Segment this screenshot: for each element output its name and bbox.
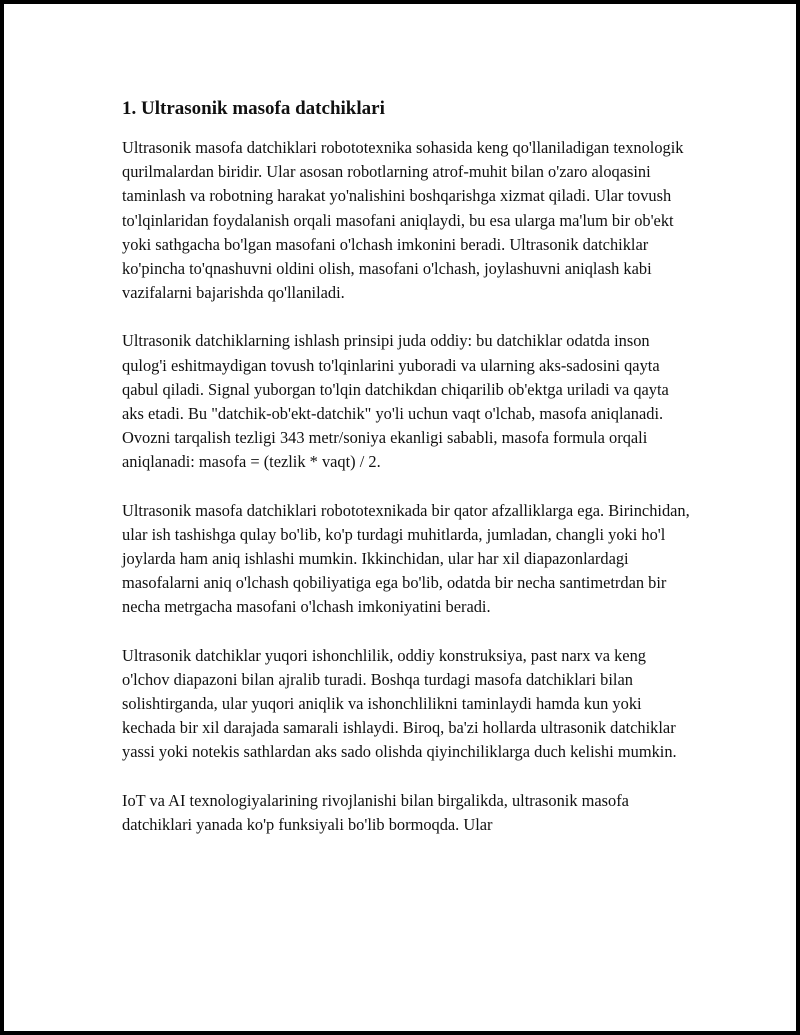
section-heading: 1. Ultrasonik masofa datchiklari <box>122 98 385 119</box>
paragraph: IoT va AI texnologiyalarining rivojlanishi bilan birgalikda, ultrasonik masofa datchiklari yanada ko'p funksiyali bo'lib bormoqda. Ular <box>122 790 629 834</box>
paragraph: Ultrasonik datchiklar yuqori ishonchlilik, oddiy konstruksiya, past narx va keng o'lchov diapazoni bilan ajralib turadi. Boshqa turdagi masofa datchiklari bilan solishtirganda, ular yuqori aniqlik va ishonchlilikni taminlaydi hamda kun yoki kechada bir xil darajada samarali ishlaydi. Biroq, ba'zi hollarda ultrasonik datchiklar yassi yoki notekis sathlardan aks sado olishda qiyinchiliklarga duch kelishi mumkin. <box>122 645 677 762</box>
document-body <box>122 96 694 861</box>
paragraph: Ultrasonik masofa datchiklari robototexnikada bir qator afzalliklarga ega. Birinchidan, ular ish tashishga qulay bo'lib, ko'p turdagi muhitlarda, jumladan, changli yoki ho'l joylarda ham aniq ishlashi mumkin. Ikkinchidan, ular har xil diapazonlardagi masofalarni aniq o'lchash qobiliyatiga ega bo'lib, odatda bir necha santimetrdan bir necha metrgacha masofani o'lchash imkoniyatini beradi. <box>122 500 690 617</box>
paragraph: Ultrasonik datchiklarning ishlash prinsipi juda oddiy: bu datchiklar odatda inson qulog'i eshitmaydigan tovush to'lqinlarini yuboradi va ularning aks-sadosini qayta qabul qiladi. Signal yuborgan to'lqin datchikdan chiqarilib ob'ektga uriladi va qayta aks etadi. Bu "datchik-ob'ekt-datchik" yo'li uchun vaqt o'lchab, masofa aniqlanadi. Ovozni tarqalish tezligi 343 metr/soniya ekanligi sababli, masofa formula orqali aniqlanadi: masofa = (tezlik * vaqt) / 2. <box>122 331 669 472</box>
paragraph: Ultrasonik masofa datchiklari robototexnika sohasida keng qo'llaniladigan texnologik qurilmalardan biridir. Ular asosan robotlarning atrof-muhit bilan o'zaro aloqasini taminlash va robotning harakat yo'nalishini boshqarishga xizmat qiladi. Ular tovush to'lqinlaridan foydalanish orqali masofani aniqlaydi, bu esa ularga ma'lum bir ob'ekt yoki sathgacha bo'lgan masofani o'lchash imkonini beradi. Ultrasonik datchiklar ko'pincha to'qnashuvni oldini olish, masofani o'lchash, joylashuvni aniqlash kabi vazifalarni bajarishda qo'llaniladi. <box>122 138 684 303</box>
